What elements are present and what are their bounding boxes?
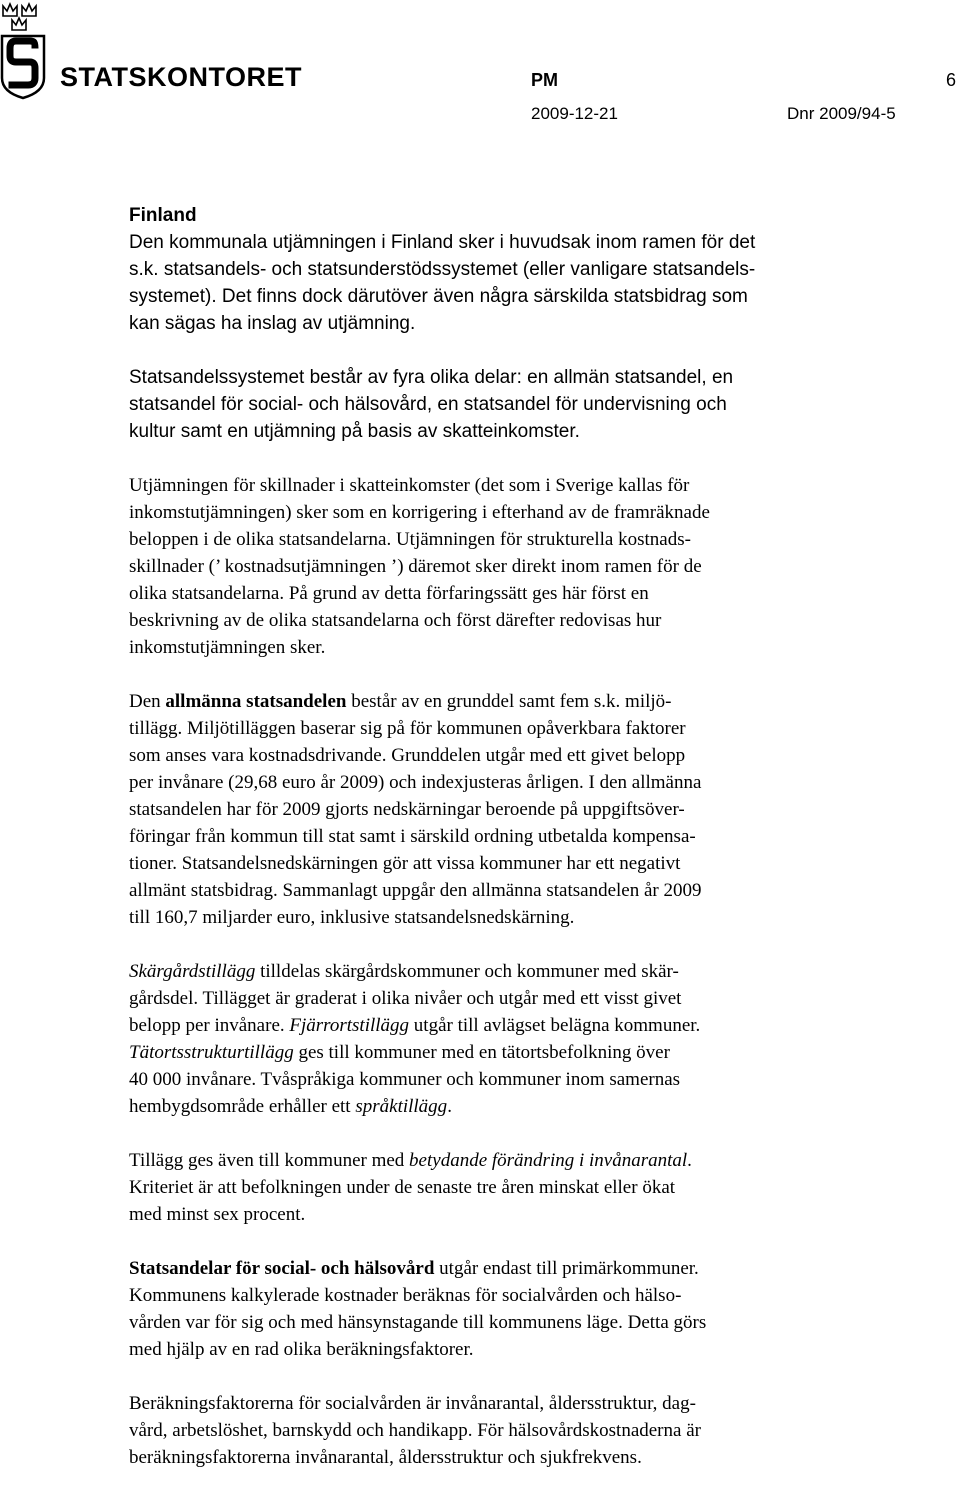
- italic-term: språktillägg: [355, 1096, 448, 1117]
- text-line: kan sägas ha inslag av utjämning.: [129, 313, 416, 334]
- text-run: består av en grunddel samt fem s.k. miljö-: [346, 691, 672, 712]
- text-line: s.k. statsandels- och statsunderstödssystemet (eller vanligare statsandels-: [129, 259, 756, 280]
- text-line: [129, 1147, 844, 1174]
- text-line: Den kommunala utjämningen i Finland sker i huvudsak inom ramen för det: [129, 232, 756, 253]
- italic-term: Fjärrortstillägg: [289, 1015, 410, 1036]
- italic-term: Tätortsstrukturtillägg: [129, 1042, 294, 1063]
- bold-term: allmänna statsandelen: [165, 691, 347, 712]
- italic-term: betydande förändring i invånarantal: [409, 1150, 688, 1171]
- text-line: allmänt statsbidrag. Sammanlagt uppgår den allmänna statsandelen år 2009: [129, 880, 702, 901]
- text-line: [129, 1255, 844, 1282]
- text-line: olika statsandelarna. På grund av detta förfaringssätt ges här först en: [129, 583, 649, 604]
- text-line: inkomstutjämningen sker.: [129, 637, 326, 658]
- text-line: Statsandelssystemet består av fyra olika delar: en allmän statsandel, en: [129, 367, 734, 388]
- section-heading: Finland: [129, 205, 197, 226]
- text-line: [129, 1012, 844, 1039]
- paragraph-allmanna-statsandelen: [129, 688, 844, 931]
- org-name-text: STATSKONTORET: [60, 62, 302, 92]
- text-line: Beräkningsfaktorerna för socialvården är invånarantal, åldersstruktur, dag-: [129, 1393, 696, 1414]
- text-run: ges till kommuner med en tätortsbefolkning över: [293, 1042, 670, 1063]
- document-body: [129, 202, 844, 1498]
- text-line: tillägg. Miljötilläggen baserar sig på för kommunen opåverkbara faktorer: [129, 718, 686, 739]
- text-line: inkomstutjämningen) sker som en korrigering i efterhand av de framräknade: [129, 502, 710, 523]
- text-line: Kriteriet är att befolkningen under de senaste tre åren minskat eller ökat: [129, 1177, 676, 1198]
- text-line: tioner. Statsandelsnedskärningen gör att vissa kommuner har ett negativt: [129, 853, 681, 874]
- text-run: Tillägg ges även till kommuner med: [129, 1150, 410, 1171]
- text-line: som anses vara kostnadsdrivande. Grunddelen utgår med ett givet belopp: [129, 745, 686, 766]
- paragraph-statsandelssystemet: [129, 364, 844, 445]
- text-line: kultur samt en utjämning på basis av skatteinkomster.: [129, 421, 580, 442]
- doc-type-label: PM: [531, 70, 558, 90]
- text-line: beräkningsfaktorerna invånarantal, åldersstruktur och sjukfrekvens.: [129, 1447, 642, 1468]
- text-line: med minst sex procent.: [129, 1204, 306, 1225]
- text-run: .: [687, 1150, 692, 1171]
- paragraph-social-halsovard: [129, 1255, 844, 1363]
- text-line: med hjälp av en rad olika beräkningsfaktorer.: [129, 1339, 474, 1360]
- registration-number: Dnr 2009/94-5: [787, 104, 896, 123]
- text-run: utgår till avlägset belägna kommuner.: [409, 1015, 701, 1036]
- text-line: statsandelen har för 2009 gjorts nedskärningar beroende på uppgiftsöver-: [129, 799, 685, 820]
- text-run: tilldelas skärgårdskommuner och kommuner med skär-: [255, 961, 679, 982]
- text-line: [129, 1039, 844, 1066]
- bold-term: Statsandelar för social- och hälsovård: [129, 1258, 435, 1279]
- text-line: [129, 688, 844, 715]
- text-line: vården var för sig och med hänsynstagande till kommunens läge. Detta görs: [129, 1312, 707, 1333]
- text-line: till 160,7 miljarder euro, inklusive statsandelsnedskärning.: [129, 907, 575, 928]
- paragraph-forandring-invanarantal: [129, 1147, 844, 1228]
- three-crowns-icon: [3, 4, 36, 30]
- text-line: Kommunens kalkylerade kostnader beräknas för socialvården och hälso-: [129, 1285, 682, 1306]
- statskontoret-logo: [0, 0, 320, 100]
- text-line: gårdsdel. Tillägget är graderat i olika nivåer och utgår med ett visst givet: [129, 988, 682, 1009]
- italic-term: Skärgårdstillägg: [129, 961, 256, 982]
- paragraph-skargardstillagg: [129, 958, 844, 1120]
- text-line: vård, arbetslöshet, barnskydd och handikapp. För hälsovårdskostnaderna är: [129, 1420, 701, 1441]
- text-line: föringar från kommun till stat samt i särskild ordning utbetalda kompensa-: [129, 826, 696, 847]
- intro-paragraph: [129, 202, 844, 337]
- document-date: 2009-12-21: [531, 104, 618, 123]
- paragraph-berakningsfaktorer: [129, 1390, 844, 1471]
- text-line: statsandel för social- och hälsovård, en statsandel för undervisning och: [129, 394, 727, 415]
- text-line: per invånare (29,68 euro år 2009) och indexjusteras årligen. I den allmänna: [129, 772, 702, 793]
- text-run: Den: [129, 691, 166, 712]
- text-run: hembygdsområde erhåller ett: [129, 1096, 356, 1117]
- text-line: beskrivning av de olika statsandelarna och först därefter redovisas hur: [129, 610, 662, 631]
- text-line: Utjämningen för skillnader i skatteinkomster (det som i Sverige kallas för: [129, 475, 690, 496]
- text-line: [129, 958, 844, 985]
- text-line: [129, 1093, 844, 1120]
- text-line: beloppen i de olika statsandelarna. Utjämningen för strukturella kostnads-: [129, 529, 691, 550]
- statskontoret-logo-graphic: [0, 0, 320, 100]
- shield-s-icon: [2, 36, 44, 98]
- text-line: systemet). Det finns dock därutöver även några särskilda statsbidrag som: [129, 286, 748, 307]
- text-line: skillnader (’ kostnadsutjämningen ’) däremot sker direkt inom ramen för de: [129, 556, 702, 577]
- text-run: belopp per invånare.: [129, 1015, 290, 1036]
- paragraph-utjamningen: [129, 472, 844, 661]
- text-run: .: [447, 1096, 452, 1117]
- page-number: 6: [946, 70, 957, 90]
- text-line: 40 000 invånare. Tvåspråkiga kommuner och kommuner inom samernas: [129, 1069, 681, 1090]
- text-run: utgår endast till primärkommuner.: [434, 1258, 699, 1279]
